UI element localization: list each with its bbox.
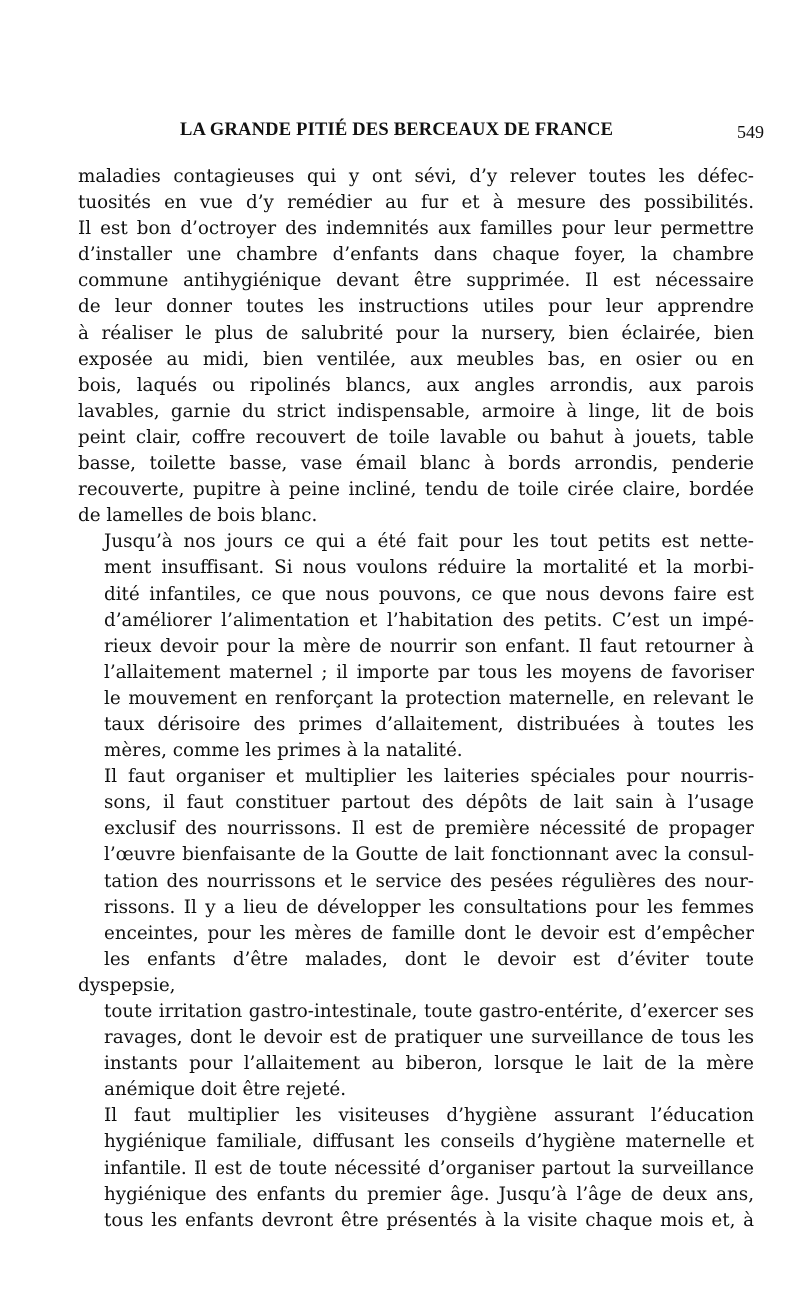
text-line: Il faut multiplier les visiteuses d’hygiène assurant l’éducation bbox=[104, 1105, 754, 1127]
paragraph-3 bbox=[78, 764, 754, 1103]
text-line: Jusqu’à nos jours ce qui a été fait pour les tout petits est nette- bbox=[104, 531, 754, 553]
text-line: l’œuvre bienfaisante de la Goutte de lait fonctionnant avec la consul- bbox=[104, 844, 754, 866]
text-line: tuosités en vue d’y remédier au fur et à mesure des possibilités. bbox=[78, 192, 754, 214]
text-line: exposée au midi, bien ventilée, aux meubles bas, en osier ou en bbox=[78, 348, 754, 370]
text-line: lavables, garnie du strict indispensable, armoire à linge, lit de bois bbox=[78, 400, 754, 422]
text-line: exclusif des nourrissons. Il est de première nécessité de propager bbox=[104, 818, 754, 840]
text-line: les enfants d’être malades, dont le devoir est d’éviter toute dyspepsie, bbox=[78, 948, 754, 996]
text-line: d’installer une chambre d’enfants dans chaque foyer, la chambre bbox=[78, 244, 754, 266]
text-line: instants pour l’allaitement au biberon, lorsque le lait de la mère bbox=[104, 1053, 754, 1075]
text-line: ravages, dont le devoir est de pratiquer une surveillance de tous les bbox=[104, 1027, 754, 1049]
text-line: à réaliser le plus de salubrité pour la nursery, bien éclairée, bien bbox=[78, 322, 754, 344]
body-text bbox=[78, 164, 754, 1234]
text-line: taux dérisoire des primes d’allaitement, distribuées à toutes les bbox=[104, 713, 754, 735]
text-line: l’allaitement maternel ; il importe par tous les moyens de favoriser bbox=[104, 661, 754, 683]
text-line: Il est bon d’octroyer des indemnités aux familles pour leur permettre bbox=[78, 218, 754, 240]
text-line: bois, laqués ou ripolinés blancs, aux angles arrondis, aux parois bbox=[78, 374, 754, 396]
text-line: mères, comme les primes à la natalité. bbox=[104, 740, 463, 762]
paragraph-4 bbox=[78, 1103, 754, 1233]
running-title: LA GRANDE PITIÉ DES BERCEAUX DE FRANCE bbox=[180, 120, 614, 140]
text-line: tation des nourrissons et le service des pesées régulières des nour- bbox=[104, 870, 754, 892]
text-line: ment insuffisant. Si nous voulons réduire la mortalité et la morbi- bbox=[104, 557, 754, 579]
text-line: maladies contagieuses qui y ont sévi, d’y relever toutes les défec- bbox=[78, 166, 754, 187]
text-line: dité infantiles, ce que nous pouvons, ce que nous devons faire est bbox=[104, 583, 754, 605]
text-line: infantile. Il est de toute nécessité d’organiser partout la surveillance bbox=[104, 1157, 754, 1179]
text-line: enceintes, pour les mères de famille dont le devoir est d’empêcher bbox=[104, 922, 754, 944]
text-line: d’améliorer l’alimentation et l’habitation des petits. C’est un impé- bbox=[104, 609, 754, 631]
paragraph-2 bbox=[78, 529, 754, 764]
text-line: peint clair, coffre recouvert de toile lavable ou bahut à jouets, table bbox=[78, 426, 754, 448]
text-line: Il faut organiser et multiplier les laiteries spéciales pour nourris- bbox=[104, 766, 754, 788]
text-line: hygiénique des enfants du premier âge. Jusqu’à l’âge de deux ans, bbox=[104, 1183, 754, 1205]
paragraph-1 bbox=[78, 164, 754, 529]
page-number: 549 bbox=[737, 122, 764, 142]
text-line: sons, il faut constituer partout des dépôts de lait sain à l’usage bbox=[104, 792, 754, 814]
text-line: rieux devoir pour la mère de nourrir son enfant. Il faut retourner à bbox=[104, 635, 754, 657]
text-line: de lamelles de bois blanc. bbox=[78, 505, 318, 527]
text-line: commune antihygiénique devant être supprimée. Il est nécessaire bbox=[78, 270, 754, 292]
text-line: rissons. Il y a lieu de développer les consultations pour les femmes bbox=[104, 896, 754, 918]
text-line: le mouvement en renforçant la protection maternelle, en relevant le bbox=[104, 687, 754, 709]
text-line: de leur donner toutes les instructions utiles pour leur apprendre bbox=[78, 296, 754, 318]
text-line: hygiénique familiale, diffusant les conseils d’hygiène maternelle et bbox=[104, 1131, 754, 1153]
running-head bbox=[78, 120, 764, 146]
text-line: toute irritation gastro-intestinale, toute gastro-entérite, d’exercer ses bbox=[104, 1001, 754, 1022]
text-line: anémique doit être rejeté. bbox=[104, 1079, 347, 1101]
text-line: recouverte, pupitre à peine incliné, tendu de toile cirée claire, bordée bbox=[78, 479, 754, 501]
text-line: basse, toilette basse, vase émail blanc à bords arrondis, penderie bbox=[78, 453, 754, 475]
text-line: tous les enfants devront être présentés à la visite chaque mois et, à bbox=[104, 1209, 754, 1231]
